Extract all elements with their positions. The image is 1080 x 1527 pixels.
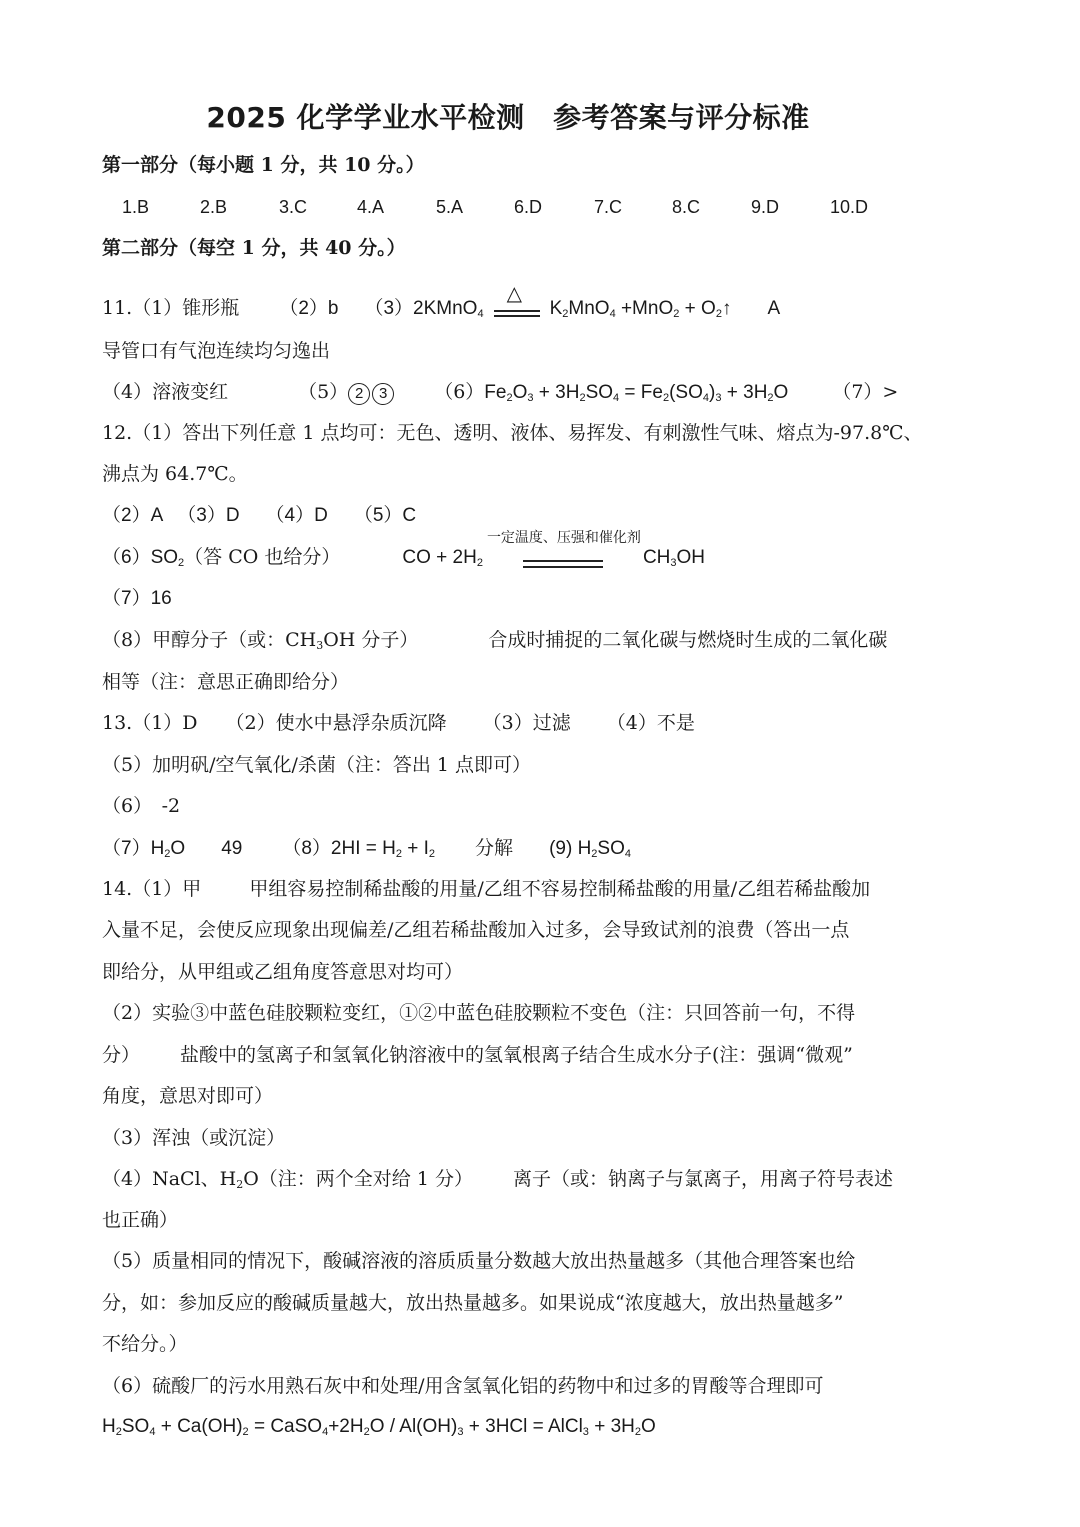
q14-p3: （3）浑浊（或沉淀）: [102, 1127, 286, 1149]
reaction-condition: 一定温度、压强和催化剂: [486, 530, 641, 546]
q13-p1: 13.（1）D: [102, 712, 198, 734]
mc-answer: 3.C: [279, 197, 308, 217]
mc-answer: 10.D: [830, 197, 869, 217]
mc-answer: 7.C: [594, 197, 623, 217]
q12-line1: 12.（1）答出下列任意 1 点均可：无色、透明、液体、易挥发、有刺激性气味、熔点为-97.8℃、: [102, 422, 923, 444]
q11-p5-label: （5）: [298, 381, 349, 403]
q11-line2: 导管口有气泡连续均匀逸出: [102, 340, 331, 362]
q12-line6: [102, 628, 887, 652]
mc-answer: 1.B: [122, 197, 150, 217]
q12-line2: 沸点为 64.7℃。: [102, 463, 248, 485]
part1-heading: 第一部分（每小题 1 分，共 10 分。）: [102, 154, 425, 176]
q14-p1-answer: 14.（1）甲: [102, 878, 202, 900]
q12-p4: （4）D: [265, 505, 328, 526]
q14-line1: [102, 877, 870, 901]
q12-p7: （7）16: [102, 588, 172, 609]
q13-p8-type: 分解: [475, 837, 514, 859]
q13-p7-answer: $(7)H_2O$: [102, 838, 186, 860]
q12-p2: （2）A: [102, 505, 164, 526]
q11-p1: 11.（1）锥形瓶: [102, 297, 240, 319]
q14-p1-reason: 甲组容易控制稀盐酸的用量/乙组不容易控制稀盐酸的用量/乙组若稀盐酸加: [249, 878, 871, 900]
conditional-equals-sign: [486, 530, 641, 570]
q11-p4: （4）溶液变红: [102, 381, 229, 403]
q11-p3-products: $K_2MnO_4 +MnO_2$ + $O_2↑$: [549, 298, 732, 320]
q14-line3: 即给分，从甲组或乙组角度答意思对均可）: [102, 961, 464, 983]
document-title: 2025 化学学业水平检测 参考答案与评分标准: [206, 101, 810, 134]
q12-line3: [102, 504, 416, 528]
q12-p5: （5）C: [353, 505, 417, 526]
q12-eq-right: $CH_3OH$: [642, 547, 706, 569]
q12-p8-answer: （8）甲醇分子（或：$CH_3OH$ 分子）: [102, 629, 419, 652]
q14-p4-particle: 离子（或：钠离子与氯离子，用离子符号表述: [512, 1168, 893, 1190]
q14-line8: [102, 1167, 893, 1191]
q14-p6-equation: $H_2SO_4 + Ca(OH)_2$ = $CaSO_4+2H_2O / Al(OH)_3 + 3HCl$ = AlCl$_3$ + $3H_2O$: [102, 1416, 656, 1438]
q14-line2: 入量不足，会使反应现象出现偏差/乙组若稀盐酸加入过多，会导致试剂的浪费（答出一点: [102, 919, 850, 941]
q14-line10: （5）质量相同的情况下，酸碱溶液的溶质质量分数越大放出热量越多（其他合理答案也给: [102, 1250, 856, 1272]
heat-delta-icon: △: [506, 281, 522, 305]
q14-line6: 角度，意思对即可）: [102, 1085, 274, 1107]
q14-p2-end: 分）: [102, 1044, 141, 1066]
circled-number: 3: [372, 383, 394, 405]
q14-line13: （6）硫酸厂的污水用熟石灰中和处理/用含氢氧化铝的药物中和过多的胃酸等合理即可: [102, 1375, 824, 1397]
q11-p6-label: （6）: [434, 381, 485, 403]
q14-line4: （2）实验③中蓝色硅胶颗粒变红，①②中蓝色硅胶颗粒不变色（注：只回答前一句，不得: [102, 1002, 856, 1024]
part2-heading: 第二部分（每空 1 分，共 40 分。）: [102, 237, 406, 259]
q13-p8-equation: $(8)2HI = H_2 + I_2$: [282, 838, 436, 860]
mc-answer: 8.C: [672, 197, 701, 217]
q12-eq-left: CO + $2H_2$: [402, 547, 483, 569]
q13-p5: （5）加明矾/空气氧化/杀菌（注：答出 1 点即可）: [102, 754, 532, 776]
q13-p4: （4）不是: [606, 712, 695, 734]
q11-p3-answer: A: [767, 298, 781, 319]
q14-p2-micro: 盐酸中的氢离子和氢氧化钠溶液中的氢氧根离子结合生成水分子(注：强调“微观”: [180, 1044, 853, 1066]
q14-line5: [102, 1043, 853, 1067]
q11-line3: [102, 380, 898, 405]
q13-p7-value: 49: [221, 838, 243, 859]
mc-answer: 6.D: [514, 197, 543, 217]
q14-line12: 不给分。）: [102, 1333, 188, 1355]
q12-p6-note: （答 CO 也给分）: [184, 546, 341, 568]
mc-answer: 9.D: [751, 197, 780, 217]
q11-p7: （7）>: [832, 381, 899, 403]
q11-p3-reactant: （3）2KMnO$_4$: [364, 298, 484, 320]
q13-p9: (9) $H_2SO_4$: [549, 838, 631, 860]
q11-p2: （2）b: [279, 298, 339, 319]
q13-p2: （2）使水中悬浮杂质沉降: [225, 712, 447, 734]
mc-answer: 2.B: [200, 197, 228, 217]
q14-p4-answer: （4）NaCl、$H_2O$（注：两个全对给 1 分）: [102, 1168, 473, 1191]
q14-line11: 分，如：参加反应的酸碱质量越大，放出热量越多。如果说成“浓度越大，放出热量越多”: [102, 1292, 844, 1314]
q13-p6: （6） -2: [102, 795, 181, 817]
q11-line1: [102, 281, 781, 321]
q12-p8-reason: 合成时捕捉的二氧化碳与燃烧时生成的二氧化碳: [488, 629, 888, 651]
q13-line4: [102, 836, 631, 861]
q12-p6-answer: $(6)SO_2$: [102, 547, 185, 569]
q14-line9: 也正确）: [102, 1209, 179, 1231]
q11-p6-equation: $Fe_2O_3 + 3H_2SO_4 = Fe_2(SO_4)_3 + 3H_2O$: [484, 382, 789, 404]
circled-number: 2: [348, 383, 370, 405]
q12-line4: [102, 530, 706, 570]
q13-p3: （3）过滤: [482, 712, 571, 734]
q12-line7: 相等（注：意思正确即给分）: [102, 671, 350, 693]
mc-answer: 4.A: [357, 197, 385, 217]
mc-answer: 5.A: [436, 197, 464, 217]
heating-equals-sign: [492, 281, 542, 321]
q13-line1: [102, 711, 695, 735]
q12-p3: （3）D: [177, 505, 240, 526]
